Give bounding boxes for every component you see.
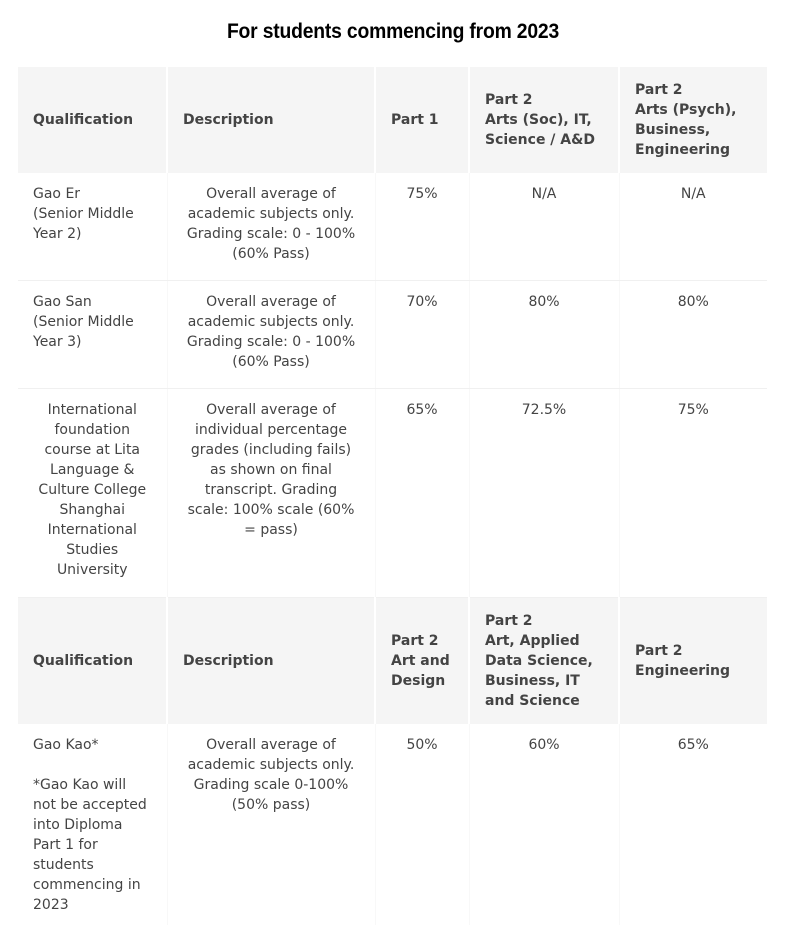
header-part-1: Part 1 bbox=[375, 67, 469, 173]
score-cell: 72.5% bbox=[469, 389, 619, 598]
qualification-cell: Gao Kao* *Gao Kao will not be accepted into Diploma Part 1 for students commencing in 2023 bbox=[18, 724, 167, 925]
score-cell: N/A bbox=[469, 173, 619, 281]
table-row bbox=[18, 389, 767, 598]
score-cell: 50% bbox=[375, 724, 469, 925]
table-row bbox=[18, 281, 767, 389]
entry-requirements-table bbox=[18, 67, 767, 925]
qualification-cell: International foundation course at Lita Language & Culture College Shanghai International Studies University bbox=[18, 389, 167, 598]
table-row bbox=[18, 173, 767, 281]
score-cell: 65% bbox=[677, 737, 709, 753]
score-cell: N/A bbox=[619, 173, 767, 281]
description-cell: Overall average of academic subjects only. Grading scale 0-100% (50% pass) bbox=[167, 724, 375, 925]
header-part-2-arts-soc: Part 2 Arts (Soc), IT, Science / A&D bbox=[469, 67, 619, 173]
header-row bbox=[18, 598, 767, 725]
description-cell: Overall average of academic subjects only. Grading scale: 0 - 100% (60% Pass) bbox=[167, 173, 375, 281]
header-description: Description bbox=[167, 598, 375, 725]
score-cell: 80% bbox=[619, 281, 767, 389]
score-cell: 65% bbox=[375, 389, 469, 598]
header-qualification: Qualification bbox=[18, 598, 167, 725]
score-cell: 80% bbox=[469, 281, 619, 389]
score-cell: 75% bbox=[375, 173, 469, 281]
qualification-cell: Gao Er (Senior Middle Year 2) bbox=[18, 173, 167, 281]
header-description: Description bbox=[167, 67, 375, 173]
header-part-2-art-applied: Part 2 Art, Applied Data Science, Business, IT and Science bbox=[469, 598, 619, 725]
header-row bbox=[18, 67, 767, 173]
score-cell: 60% bbox=[469, 724, 619, 925]
table-row bbox=[18, 724, 767, 925]
header-qualification: Qualification bbox=[18, 67, 167, 173]
qualification-cell: Gao San (Senior Middle Year 3) bbox=[18, 281, 167, 389]
header-part-2-engineering: Part 2 Engineering bbox=[619, 598, 767, 725]
score-cell: 75% bbox=[619, 389, 767, 598]
page-title: For students commencing from 2023 bbox=[226, 20, 560, 43]
header-part-2-arts-psych: Part 2 Arts (Psych), Business, Engineering bbox=[619, 67, 767, 173]
header-part-2-art-design: Part 2 Art and Design bbox=[375, 598, 469, 725]
description-cell: Overall average of academic subjects only. Grading scale: 0 - 100% (60% Pass) bbox=[167, 281, 375, 389]
score-cell: 70% bbox=[375, 281, 469, 389]
description-cell: Overall average of individual percentage grades (including fails) as shown on final transcript. Grading scale: 100% scale (60% = pass) bbox=[167, 389, 375, 598]
